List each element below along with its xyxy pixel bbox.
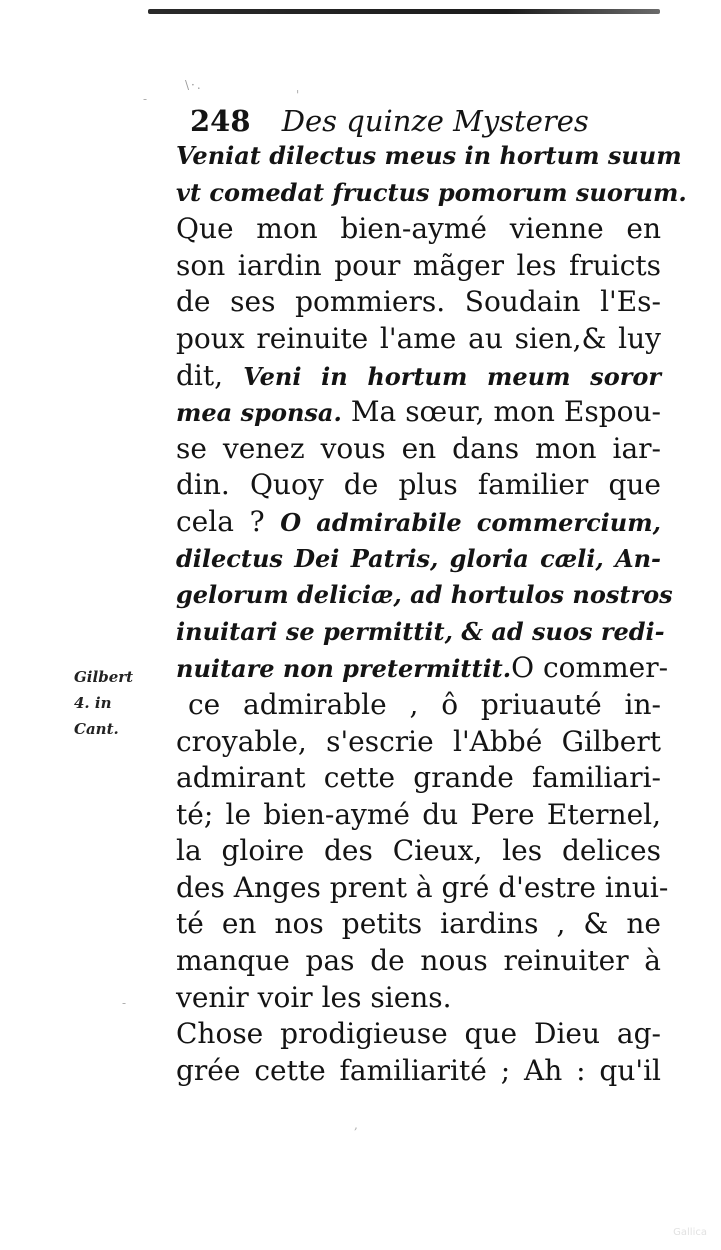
text-line: din. Quoy de plus familier que xyxy=(176,468,661,502)
margin-note-line: Gilbert xyxy=(74,668,134,686)
latin-quote: Veni in hortum meum soror xyxy=(243,361,661,391)
text-line: Chose prodigieuse que Dieu ag- xyxy=(176,1017,661,1051)
text-line: la gloire des Cieux, les delices xyxy=(176,834,661,868)
top-rule xyxy=(148,9,660,14)
text-line: té; le bien-aymé du Pere Eternel, xyxy=(176,797,661,831)
french-text: Ma sœur, mon Espou- xyxy=(341,395,661,429)
text-line: vt comedat fructus pomorum suorum. xyxy=(176,177,687,207)
text-line: té en nos petits iardins , & ne xyxy=(176,907,661,941)
library-watermark: Gallica xyxy=(673,1227,707,1238)
margin-note-line: Cant. xyxy=(74,720,119,738)
running-head xyxy=(190,102,650,140)
text-line: croyable, s'escrie l'Abbé Gilbert xyxy=(176,724,661,758)
margin-note-line: 4. in xyxy=(74,694,112,712)
text-line: inuitari se permittit, & ad suos redi- xyxy=(176,616,665,646)
french-text: dit, xyxy=(176,358,244,392)
french-text: O commer- xyxy=(511,651,669,685)
text-line: Veniat dilectus meus in hortum suum xyxy=(176,141,682,170)
text-line: de ses pommiers. Soudain l'Es- xyxy=(176,285,661,319)
french-text: cela ? xyxy=(176,504,281,538)
text-line xyxy=(176,504,661,541)
text-line: manque pas de nous reinuiter à xyxy=(176,944,661,978)
latin-quote: O admirabile commercium, xyxy=(280,507,661,537)
latin-quote: nuitare non pretermittit. xyxy=(176,654,512,684)
stray-mark: , xyxy=(354,1118,358,1132)
text-line: admirant cette grande familiari- xyxy=(176,761,661,795)
margin-note xyxy=(74,664,164,742)
text-line xyxy=(176,358,661,395)
stray-mark: ' xyxy=(296,88,300,102)
stray-mark: - xyxy=(122,996,127,1010)
text-line xyxy=(176,394,661,431)
text-line: grée cette familiarité ; Ah : qu'il xyxy=(176,1053,661,1087)
text-line: son iardin pour mãger les fruicts xyxy=(176,248,661,282)
text-line: Que mon bien-aymé vienne en xyxy=(176,212,661,246)
latin-quote: mea sponsa. xyxy=(176,398,342,428)
text-line: des Anges prent à gré d'estre inui- xyxy=(176,870,669,904)
text-line: ce admirable , ô priuauté in- xyxy=(188,687,661,721)
text-line: dilectus Dei Patris, gloria cæli, An- xyxy=(176,543,661,573)
stray-mark: - xyxy=(143,92,148,106)
page-number: 248 xyxy=(190,104,251,138)
text-line: venir voir les siens. xyxy=(176,980,452,1014)
text-line xyxy=(176,650,669,687)
running-title: Des quinze Mysteres xyxy=(281,104,589,138)
body-text xyxy=(176,138,687,1089)
text-line: se venez vous en dans mon iar- xyxy=(176,431,661,465)
text-line: poux reinuite l'ame au sien,& luy xyxy=(176,321,661,355)
text-line: gelorum deliciæ, ad hortulos nostros xyxy=(176,580,673,610)
print-specks: \·. xyxy=(185,78,203,92)
